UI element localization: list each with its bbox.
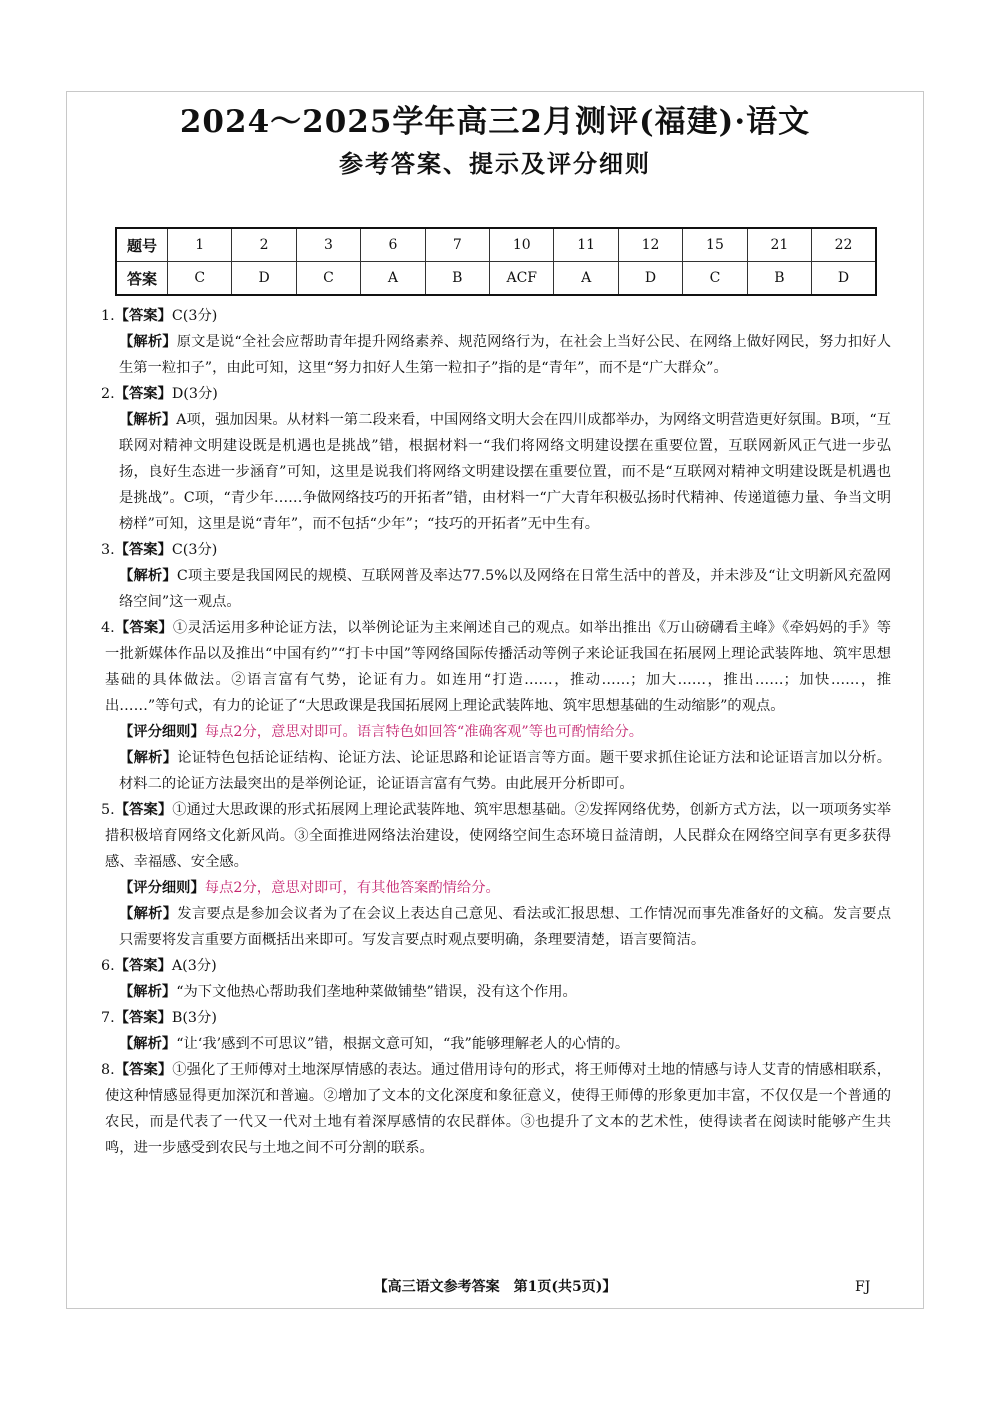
analysis-tag: 【解析】 — [119, 412, 177, 428]
answer-row — [116, 262, 876, 296]
page-footer: 【高三语文参考答案 第1页(共5页)】 — [373, 1279, 617, 1295]
table-cell: 22 — [812, 228, 876, 262]
region-code: FJ — [855, 1279, 871, 1295]
question-number: 5. — [101, 802, 115, 818]
table-cell: 10 — [490, 228, 554, 262]
q4-answer-line — [101, 615, 891, 719]
analysis-tag: 【解析】 — [119, 1036, 177, 1052]
table-cell: 3 — [296, 228, 360, 262]
question-number: 1. — [101, 308, 115, 324]
table-cell: B — [747, 262, 811, 296]
q5-scoring — [119, 875, 891, 901]
q6-analysis — [119, 979, 891, 1005]
q6-answer-line — [101, 953, 891, 979]
q3-answer-line — [101, 537, 891, 563]
answer-table — [115, 227, 877, 296]
analysis-text: A项，强加因果。从材料一第二段来看，中国网络文明大会在四川成都举办，为网络文明营造更好氛围。B项，“互联网对精神文明建设既是机遇也是挑战”错，根据材料一“我们将网络文明建设摆在重要位置，互联网新风正气进一步弘扬，良好生态进一步涵育”可知，这里是说我们将网络文明建设摆在重要位置，而不是“互联网对精神文明建设既是机遇也是挑战”。C项，“青少年……争做网络技巧的开拓者”错，由材料一“广大青年积极弘扬时代精神、传递道德力量、争当文明榜样”可知，这里是说“青年”，而不包括“少年”；“技巧的开拓者”无中生有。 — [119, 412, 891, 532]
scoring-text: 每点2分，意思对即可。语言特色如回答“准确客观”等也可酌情给分。 — [204, 724, 644, 740]
table-cell: 11 — [554, 228, 618, 262]
table-cell: 1 — [168, 228, 232, 262]
question-number-row — [116, 228, 876, 262]
q4-analysis — [119, 745, 891, 797]
question-number: 3. — [101, 542, 115, 558]
question-number: 4. — [101, 620, 115, 636]
answer-tag: 【答案】 — [114, 802, 173, 818]
answer-tag: 【答案】 — [114, 958, 172, 974]
table-cell: ACF — [490, 262, 554, 296]
row-label-question: 题号 — [116, 228, 168, 262]
q5-analysis — [119, 901, 891, 953]
analysis-text: 原文是说“全社会应帮助青年提升网络素养、规范网络行为，在社会上当好公民、在网络上做好网民，努力扣好人生第一粒扣子”，由此可知，这里“努力扣好人生第一粒扣子”指的是“青年”，而不是“广大群众”。 — [119, 334, 891, 376]
answer-value: ①通过大思政课的形式拓展网上理论武装阵地、筑牢思想基础。②发挥网络优势，创新方式方法，以一项项务实举措积极培育网络文化新风尚。③全面推进网络法治建设，使网络空间生态环境日益清朗，人民群众在网络空间享有更多获得感、幸福感、安全感。 — [105, 802, 892, 870]
analysis-text: 论证特色包括论证结构、论证方法、论证思路和论证语言等方面。题干要求抓住论证方法和论证语言加以分析。材料二的论证方法最突出的是举例论证，论证语言富有气势。由此展开分析即可。 — [119, 750, 892, 792]
answer-tag: 【答案】 — [114, 1010, 172, 1026]
q7-analysis — [119, 1031, 891, 1057]
table-cell: 2 — [232, 228, 296, 262]
answer-tag: 【答案】 — [114, 308, 172, 324]
table-cell: 21 — [747, 228, 811, 262]
table-cell: B — [425, 262, 489, 296]
q5-answer-line — [101, 797, 892, 875]
q1-answer-line — [101, 303, 891, 329]
table-cell: D — [232, 262, 296, 296]
analysis-text: “为下文他热心帮助我们垄地种菜做铺垫”错误，没有这个作用。 — [176, 984, 577, 1000]
table-cell: A — [554, 262, 618, 296]
question-number: 6. — [101, 958, 115, 974]
answer-value: ①强化了王师傅对土地深厚情感的表达。通过借用诗句的形式，将王师傅对土地的情感与诗人艾青的情感相联系，使这种情感显得更加深沉和普遍。②增加了文本的文化深度和象征意义，使得王师傅的形象更加丰富，不仅仅是一个普通的农民，而是代表了一代又一代对土地有着深厚感情的农民群体。③也提升了文本的艺术性，使得读者在阅读时能够产生共鸣，进一步感受到农民与土地之间不可分割的联系。 — [105, 1062, 892, 1156]
q2-answer-line — [101, 381, 891, 407]
row-label-answer: 答案 — [116, 262, 168, 296]
scoring-tag: 【评分细则】 — [119, 880, 205, 896]
table-cell: 12 — [618, 228, 682, 262]
q1-analysis — [119, 329, 891, 381]
question-number: 8. — [101, 1062, 115, 1078]
q3-analysis — [119, 563, 891, 615]
table-cell: A — [361, 262, 425, 296]
table-cell: C — [683, 262, 747, 296]
table-cell: 7 — [425, 228, 489, 262]
analysis-text: 发言要点是参加会议者为了在会议上表达自己意见、看法或汇报思想、工作情况而事先准备好的文稿。发言要点只需要将发言重要方面概括出来即可。写发言要点时观点要明确，条理要清楚，语言要简洁。 — [119, 906, 892, 948]
question-number: 2. — [101, 386, 115, 402]
answer-value: B(3分) — [171, 1010, 217, 1026]
scoring-text: 每点2分，意思对即可，有其他答案酌情给分。 — [204, 880, 500, 896]
table-cell: 15 — [683, 228, 747, 262]
q4-scoring — [119, 719, 891, 745]
table-cell: D — [812, 262, 876, 296]
table-cell: C — [168, 262, 232, 296]
analysis-text: C项主要是我国网民的规模、互联网普及率达77.5%以及网络在日常生活中的普及，并未涉及“让文明新风充盈网络空间”这一观点。 — [119, 568, 892, 610]
analysis-tag: 【解析】 — [119, 568, 177, 584]
answer-tag: 【答案】 — [114, 386, 172, 402]
table-cell: D — [618, 262, 682, 296]
q8-answer-line — [101, 1057, 892, 1161]
answer-value: C(3分) — [171, 308, 218, 324]
answer-tag: 【答案】 — [114, 620, 173, 636]
table-cell: C — [296, 262, 360, 296]
analysis-tag: 【解析】 — [119, 906, 178, 922]
answer-value: C(3分) — [171, 542, 218, 558]
q2-analysis — [119, 407, 891, 537]
page-subtitle: 参考答案、提示及评分细则 — [339, 149, 651, 178]
question-number: 7. — [101, 1010, 115, 1026]
analysis-tag: 【解析】 — [119, 334, 177, 350]
page-title: 2024～2025学年高三2月测评(福建)·语文 — [179, 104, 811, 140]
analysis-tag: 【解析】 — [119, 750, 178, 766]
answer-tag: 【答案】 — [114, 542, 172, 558]
analysis-text: “让‘我’感到不可思议”错，根据文意可知，“我”能够理解老人的心情的。 — [176, 1036, 630, 1052]
q7-answer-line — [101, 1005, 891, 1031]
answer-value: ①灵活运用多种论证方法，以举例论证为主来阐述自己的观点。如举出推出《万山磅礴看主峰》《牵妈妈的手》等一批新媒体作品以及推出“中国有约”“打卡中国”等网络国际传播活动等例子来论证我国在拓展网上理论武装阵地、筑牢思想基础的具体做法。②语言富有气势，论证有力。如连用“打造……，推动……；加大……，推出……；加快……，推出……”等句式，有力的论证了“大思政课是我国拓展网上理论武装阵地、筑牢思想基础的生动缩影”的观点。 — [105, 620, 891, 714]
scoring-tag: 【评分细则】 — [119, 724, 205, 740]
answer-value: D(3分) — [171, 386, 218, 402]
answer-value: A(3分) — [171, 958, 217, 974]
answer-content — [101, 303, 892, 1161]
answer-tag: 【答案】 — [114, 1062, 173, 1078]
analysis-tag: 【解析】 — [119, 984, 177, 1000]
table-cell: 6 — [361, 228, 425, 262]
